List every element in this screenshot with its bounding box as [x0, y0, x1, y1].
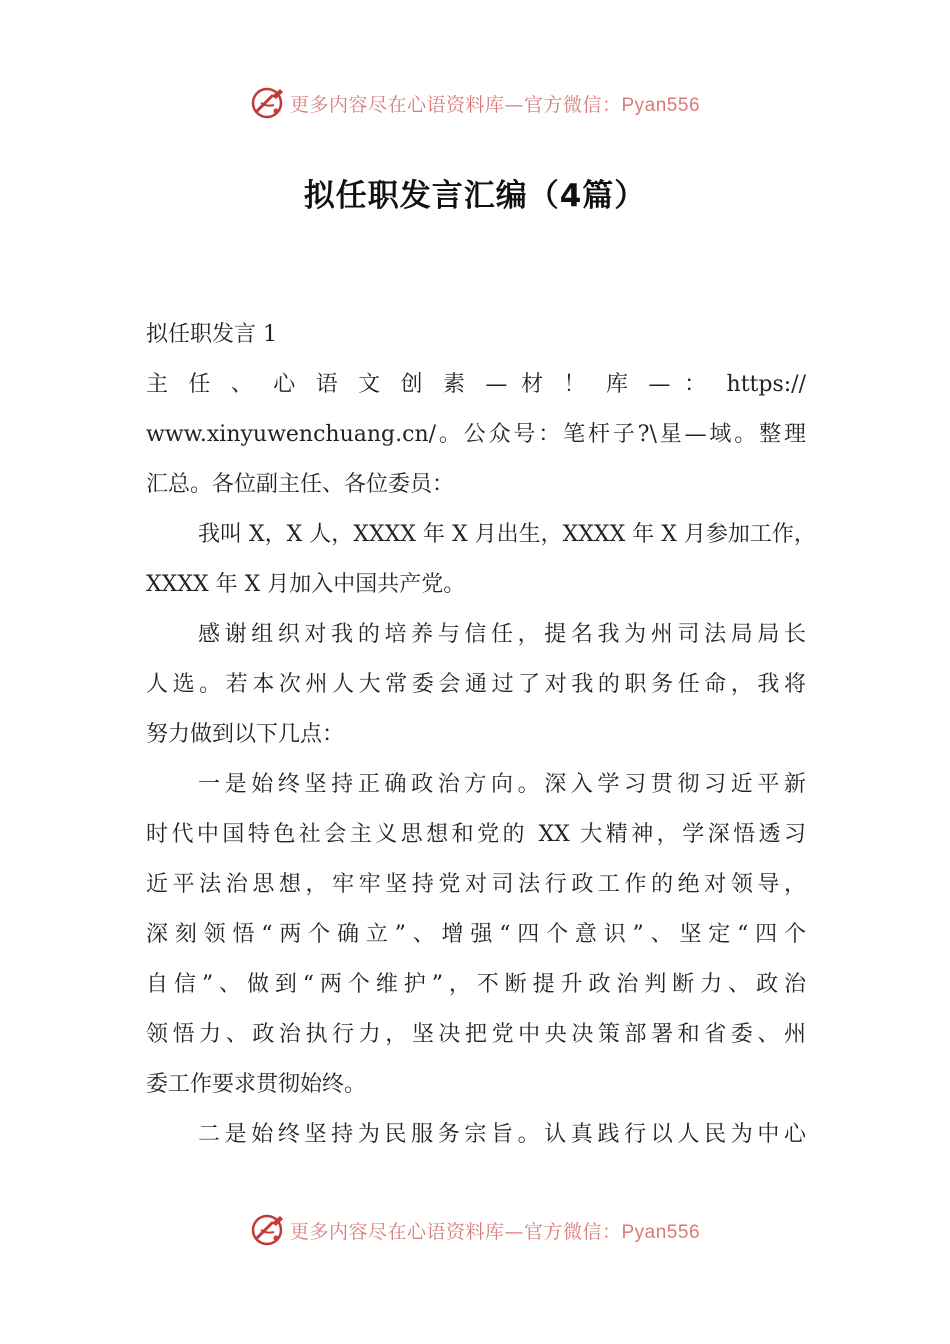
paragraph-line: www.xinyuwenchuang.cn/。公众号：笔杆子?\星—域。整理 — [146, 422, 806, 447]
paragraph-line: 时代中国特色社会主义思想和党的 XX 大精神，学深悟透习 — [146, 822, 806, 847]
watermark-text: 更多内容尽在心语资料库—官方微信：Pyan556 — [289, 1220, 701, 1243]
document-body — [146, 310, 816, 1160]
paragraph-line: XXXX 年 X 月加入中国共产党。 — [146, 572, 466, 597]
paragraph-line: 一是始终坚持正确政治方向。深入学习贯彻习近平新 — [198, 772, 806, 797]
paragraph-line: 自信”、做到“两个维护”，不断提升政治判断力、政治 — [146, 972, 806, 997]
paragraph-line: 主 任 、 心 语 文 创 素 — 材 ！ 库 — ： https:// — [146, 372, 806, 397]
paragraph-line: 近平法治思想，牢牢坚持党对司法行政工作的绝对领导， — [146, 872, 806, 897]
paragraph-line: 深刻领悟“两个确立”、增强“四个意识”、坚定“四个 — [146, 922, 806, 947]
pen-logo-icon — [250, 1212, 286, 1248]
paragraph-line: 人选。若本次州人大常委会通过了对我的职务任命，我将 — [146, 672, 806, 697]
paragraph-line: 委工作要求贯彻始终。 — [146, 1072, 367, 1097]
paragraph-line: 我叫 X，X 人，XXXX 年 X 月出生，XXXX 年 X 月参加工作， — [198, 522, 816, 547]
document-title: 拟任职发言汇编（4篇） — [303, 178, 647, 214]
watermark-text: 更多内容尽在心语资料库—官方微信：Pyan556 — [289, 93, 701, 116]
paragraph-line: 努力做到以下几点： — [146, 722, 345, 747]
paragraph-line: 二是始终坚持为民服务宗旨。认真践行以人民为中心 — [198, 1122, 806, 1147]
paragraph-line: 领悟力、政治执行力，坚决把党中央决策部署和省委、州 — [146, 1022, 806, 1047]
paragraph-line: 感谢组织对我的培养与信任，提名我为州司法局局长 — [198, 622, 806, 647]
pen-logo-icon — [250, 85, 286, 121]
section-heading: 拟任职发言 1 — [146, 322, 277, 347]
paragraph-line: 汇总。各位副主任、各位委员： — [146, 472, 455, 497]
header-watermark — [0, 83, 950, 123]
footer-watermark — [0, 1210, 950, 1250]
